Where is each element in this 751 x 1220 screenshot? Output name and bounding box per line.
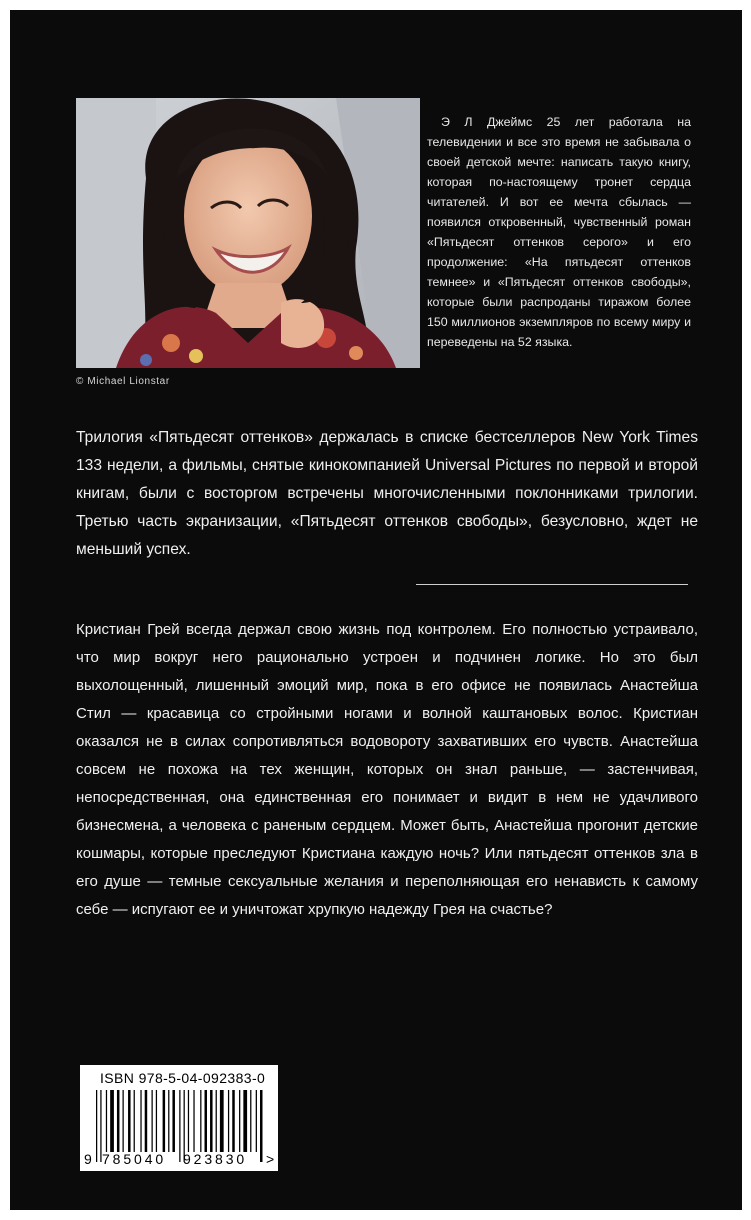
author-portrait-image	[76, 98, 420, 368]
isbn-label: ISBN 978-5-04-092383-0	[100, 1070, 266, 1086]
barcode-bar	[188, 1090, 189, 1152]
photo-credit: © Michael Lionstar	[76, 376, 170, 387]
author-bio: Э Л Джеймс 25 лет работала на телевидении и все это время не забывала о своей детской мечте: написать такую книгу, которая по-настоящему тронет сердца читателей. И вот ее мечта сбылась — появился откровенный, чувственный роман «Пятьдесят оттенков серого» и его продолжение: «На пятьдесят оттенков темнее» и «Пятьдесят оттенков свободы», которые были распроданы тиражом более 150 миллионов экземпляров по всему миру и переведены на 52 языка.	[427, 115, 691, 349]
barcode-bar	[117, 1090, 120, 1152]
book-annotation: Кристиан Грей всегда держал свою жизнь под контролем. Его полностью устраивало, что мир вокруг него рационально устроен и подчинен логике. Но это был выхолощенный, лишенный эмоций мир, пока в его офисе не появилась Анастейша Стил — красавица со стройными ногами и волной каштановых волос. Кристиан оказался не в силах сопротивляться водовороту захвативших его чувств. Анастейша совсем не похожа на тех женщин, которых он знал раньше, — застенчивая, непосредственная, она единственная его понимает и видит в нем не удачливого бизнесмена, а человека с раненым сердцем. Может быть, Анастейша прогонит детские кошмары, которые преследуют Кристиана каждую ночь? Или пятьдесят оттенков зла в его душе — темные сексуальные желания и переполняющая его ненависть к самому себе — испугают ее и уничтожат хрупкую надежду Грея на счастье?	[76, 621, 698, 918]
barcode-bar	[156, 1090, 157, 1152]
barcode-bar	[243, 1090, 247, 1152]
barcode-bar	[172, 1090, 175, 1152]
section-divider	[416, 584, 688, 585]
barcode-bar	[110, 1090, 114, 1152]
barcode-bar	[200, 1090, 201, 1152]
barcode-bar	[145, 1090, 148, 1152]
barcode-bar	[239, 1090, 240, 1152]
barcode-bar	[163, 1090, 166, 1152]
barcode-bar	[232, 1090, 235, 1152]
barcode-bar	[216, 1090, 217, 1152]
barcode-bar	[205, 1090, 208, 1152]
author-photo	[76, 98, 420, 368]
barcode-bar	[250, 1090, 251, 1152]
barcode-bar	[140, 1090, 141, 1152]
book-back-cover	[10, 10, 742, 1210]
barcode-bar	[256, 1090, 257, 1152]
barcode-bar	[152, 1090, 153, 1152]
barcode-group-1: 785040	[102, 1151, 167, 1167]
barcode-bar	[220, 1090, 224, 1152]
barcode-bar	[193, 1090, 194, 1152]
barcode-bar	[134, 1090, 135, 1152]
barcode-block	[80, 1065, 278, 1171]
barcode-lead-digit: 9	[84, 1151, 92, 1167]
barcode-bar	[106, 1090, 107, 1152]
trilogy-blurb: Трилогия «Пятьдесят оттенков» держалась в списке бестселлеров New York Times 133 недели, а фильмы, снятые кинокомпанией Universal Pictures по первой и второй книгам, были с восторгом встречены многочисленными поклонниками трилогии. Третью часть экранизации, «Пятьдесят оттенков свободы», безусловно, ждет не меньший успех.	[76, 429, 698, 558]
barcode-bar	[123, 1090, 124, 1152]
barcode-bar	[128, 1090, 131, 1152]
barcode-bar	[168, 1090, 169, 1152]
barcode-end-mark: >	[266, 1151, 275, 1167]
barcode-group-2: 923830	[183, 1151, 248, 1167]
barcode-bar	[228, 1090, 229, 1152]
barcode-digits	[80, 1151, 278, 1169]
barcode-bar	[210, 1090, 213, 1152]
